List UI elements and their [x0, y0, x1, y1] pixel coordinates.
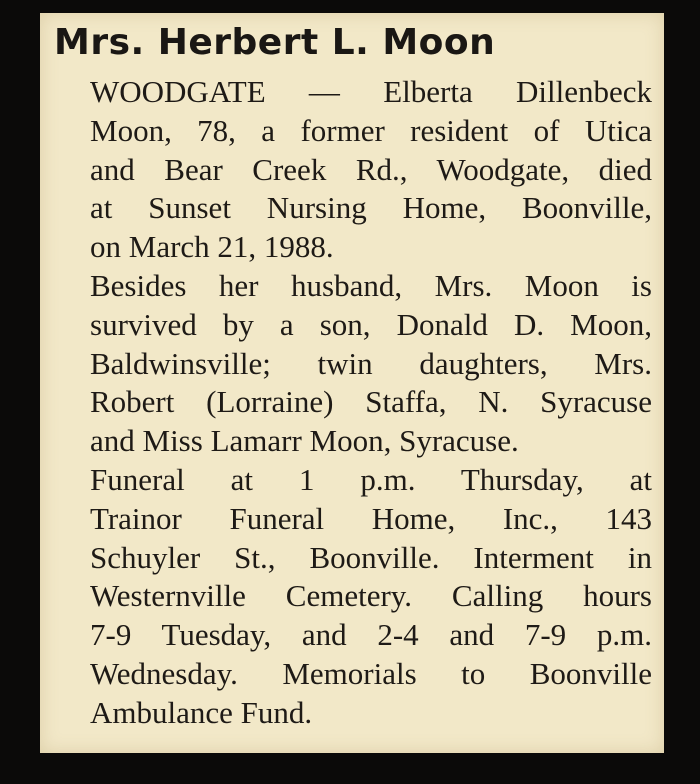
paragraph-funeral [56, 461, 652, 733]
paragraph-death-notice [56, 73, 652, 267]
text-line: and Bear Creek Rd., Woodgate, died [90, 151, 652, 187]
paragraph-survivors [56, 267, 652, 461]
text-line: Funeral at 1 p.m. Thursday, at [90, 461, 652, 497]
text-line: Westernville Cemetery. Calling hours [90, 578, 652, 614]
text-line: Robert (Lorraine) Staffa, N. Syracuse [90, 384, 652, 420]
text-line: Schuyler St., Boonville. Interment in [90, 539, 652, 575]
text-line: 7-9 Tuesday, and 2-4 and 7-9 p.m. [90, 617, 652, 653]
text-line: on March 21, 1988. [90, 229, 334, 265]
text-line: survived by a son, Donald D. Moon, [90, 306, 652, 342]
text-line: Besides her husband, Mrs. Moon is [90, 267, 652, 303]
text-line: at Sunset Nursing Home, Boonville, [90, 190, 652, 226]
text-line: WOODGATE — Elberta Dillenbeck [90, 74, 652, 109]
text-line: and Miss Lamarr Moon, Syracuse. [90, 423, 519, 459]
text-line: Ambulance Fund. [90, 694, 313, 730]
text-line: Baldwinsville; twin daughters, Mrs. [90, 345, 652, 381]
text-line: Trainor Funeral Home, Inc., 143 [90, 500, 652, 536]
newspaper-clipping [40, 13, 664, 753]
obituary-body [56, 73, 652, 733]
text-line: Wednesday. Memorials to Boonville [90, 655, 652, 691]
text-line: Moon, 78, a former resident of Utica [90, 112, 652, 148]
obituary-headline: Mrs. Herbert L. Moon [54, 22, 496, 63]
